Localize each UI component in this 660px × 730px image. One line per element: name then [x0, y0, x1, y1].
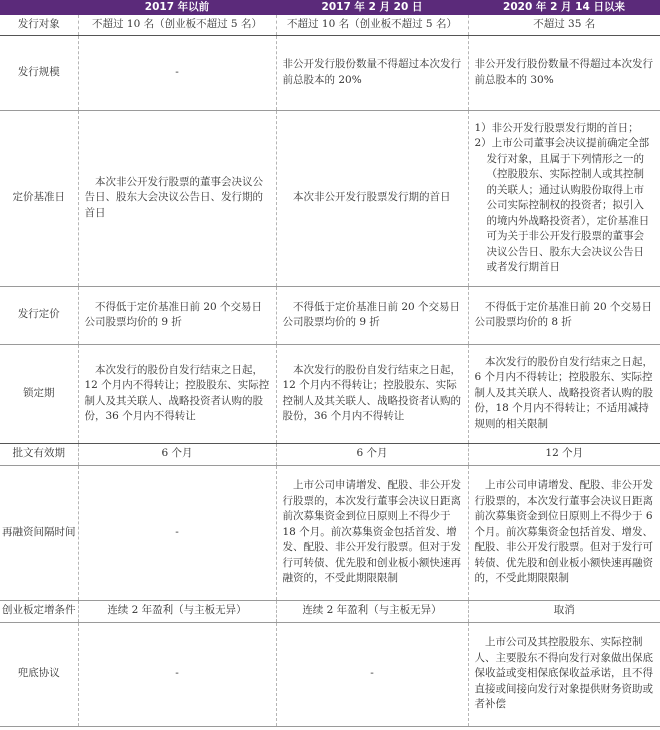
cell-2017-before: 本次发行的股份自发行结束之日起，12 个月内不得转让；控股股东、实际控制人及其关联人、战略投资者认购的股份，36 个月内不得转让 — [78, 344, 276, 443]
cell-2017-feb-20: 本次非公开发行股票发行期的首日 — [276, 110, 468, 286]
row-gem-conditions — [0, 600, 660, 622]
cell-2017-before: - — [78, 35, 276, 110]
cell-2017-before: 不得低于定价基准日前 20 个交易日公司股票均价的 9 折 — [78, 286, 276, 344]
cell-2017-before: 本次非公开发行股票的董事会决议公告日、股东大会决议公告日、发行期的首日 — [78, 110, 276, 286]
cell-2020-feb-14: 非公开发行股份数量不得超过本次发行前总股本的 30% — [468, 35, 660, 110]
row-refinancing-interval — [0, 465, 660, 600]
row-label: 发行定价 — [0, 286, 78, 344]
cell-2017-feb-20: 6 个月 — [276, 443, 468, 465]
cell-2020-feb-14: 本次发行的股份自发行结束之日起，6 个月内不得转让；控股股东、实际控制人及其关联人、战略投资者认购的股份，18 个月内不得转让；不适用减持规则的相关限制 — [468, 344, 660, 443]
row-issue-pricing — [0, 286, 660, 344]
row-label: 兜底协议 — [0, 622, 78, 726]
cell-2020-feb-14: 上市公司申请增发、配股、非公开发行股票的，本次发行董事会决议日距离前次募集资金到位日原则上不得少于 6 个月。前次募集资金包括首发、增发、配股、非公开发行股票。但对于发行可转债、优先股和创业板小额快速再融资的，不受此期限限制 — [468, 465, 660, 600]
cell-2017-feb-20: - — [276, 622, 468, 726]
cell-2020-feb-14 — [468, 110, 660, 286]
cell-2017-feb-20: 本次发行的股份自发行结束之日起，12 个月内不得转让；控股股东、实际控制人及其关联人、战略投资者认购的股份，36 个月内不得转让 — [276, 344, 468, 443]
cell-2017-before: 不超过 10 名（创业板不超过 5 名） — [78, 15, 276, 35]
row-label: 发行对象 — [0, 15, 78, 35]
cell-2020-feb-14: 不得低于定价基准日前 20 个交易日公司股票均价的 8 折 — [468, 286, 660, 344]
cell-2017-before: - — [78, 622, 276, 726]
pricing-option-2: 2）上市公司董事会决议提前确定全部发行对象，且属于下列情形之一的（控股股东、实际控制人或其控制的关联人；通过认购股份取得上市公司实际控制权的投资者；拟引入的境内外战略投资者），定价基准日可为关于非公开发行股票的董事会决议公告日、股东大会决议公告日或者发行期首日 — [474, 137, 650, 273]
cell-2017-before: - — [78, 465, 276, 600]
cell-2020-feb-14: 12 个月 — [468, 443, 660, 465]
header-corner — [0, 0, 78, 15]
row-issue-target — [0, 15, 660, 35]
cell-2017-before: 连续 2 年盈利（与主板无异） — [78, 600, 276, 622]
cell-2017-feb-20: 不得低于定价基准日前 20 个交易日公司股票均价的 9 折 — [276, 286, 468, 344]
pricing-option-1: 1）非公开发行股票发行期的首日； — [474, 121, 639, 134]
header-2017-feb-20: 2017 年 2 月 20 日 — [276, 0, 468, 15]
row-lockup-period — [0, 344, 660, 443]
cell-2020-feb-14: 取消 — [468, 600, 660, 622]
row-issue-scale — [0, 35, 660, 110]
header-2017-before: 2017 年以前 — [78, 0, 276, 15]
header-row — [0, 0, 660, 15]
row-label: 再融资间隔时间 — [0, 465, 78, 600]
cell-2017-feb-20: 非公开发行股份数量不得超过本次发行前总股本的 20% — [276, 35, 468, 110]
row-label: 批文有效期 — [0, 443, 78, 465]
cell-2017-feb-20: 不超过 10 名（创业板不超过 5 名） — [276, 15, 468, 35]
cell-2017-feb-20: 上市公司申请增发、配股、非公开发行股票的，本次发行董事会决议日距离前次募集资金到位日原则上不得少于 18 个月。前次募集资金包括首发、增发、配股、非公开发行股票。但对于发行可转债、优先股和创业板小额快速再融资的，不受此期限限制 — [276, 465, 468, 600]
header-2020-feb-14: 2020 年 2 月 14 日以来 — [468, 0, 660, 15]
row-approval-validity — [0, 443, 660, 465]
row-label: 锁定期 — [0, 344, 78, 443]
cell-2017-before: 6 个月 — [78, 443, 276, 465]
row-label: 发行规模 — [0, 35, 78, 110]
row-pricing-base-date — [0, 110, 660, 286]
cell-2020-feb-14: 上市公司及其控股股东、实际控制人、主要股东不得向发行对象做出保底保收益或变相保底保收益承诺，且不得直接或间接向发行对象提供财务资助或者补偿 — [468, 622, 660, 726]
row-guarantee-agreement — [0, 622, 660, 726]
cell-2020-feb-14: 不超过 35 名 — [468, 15, 660, 35]
cell-2017-feb-20: 连续 2 年盈利（与主板无异） — [276, 600, 468, 622]
row-label: 创业板定增条件 — [0, 600, 78, 622]
row-label: 定价基准日 — [0, 110, 78, 286]
